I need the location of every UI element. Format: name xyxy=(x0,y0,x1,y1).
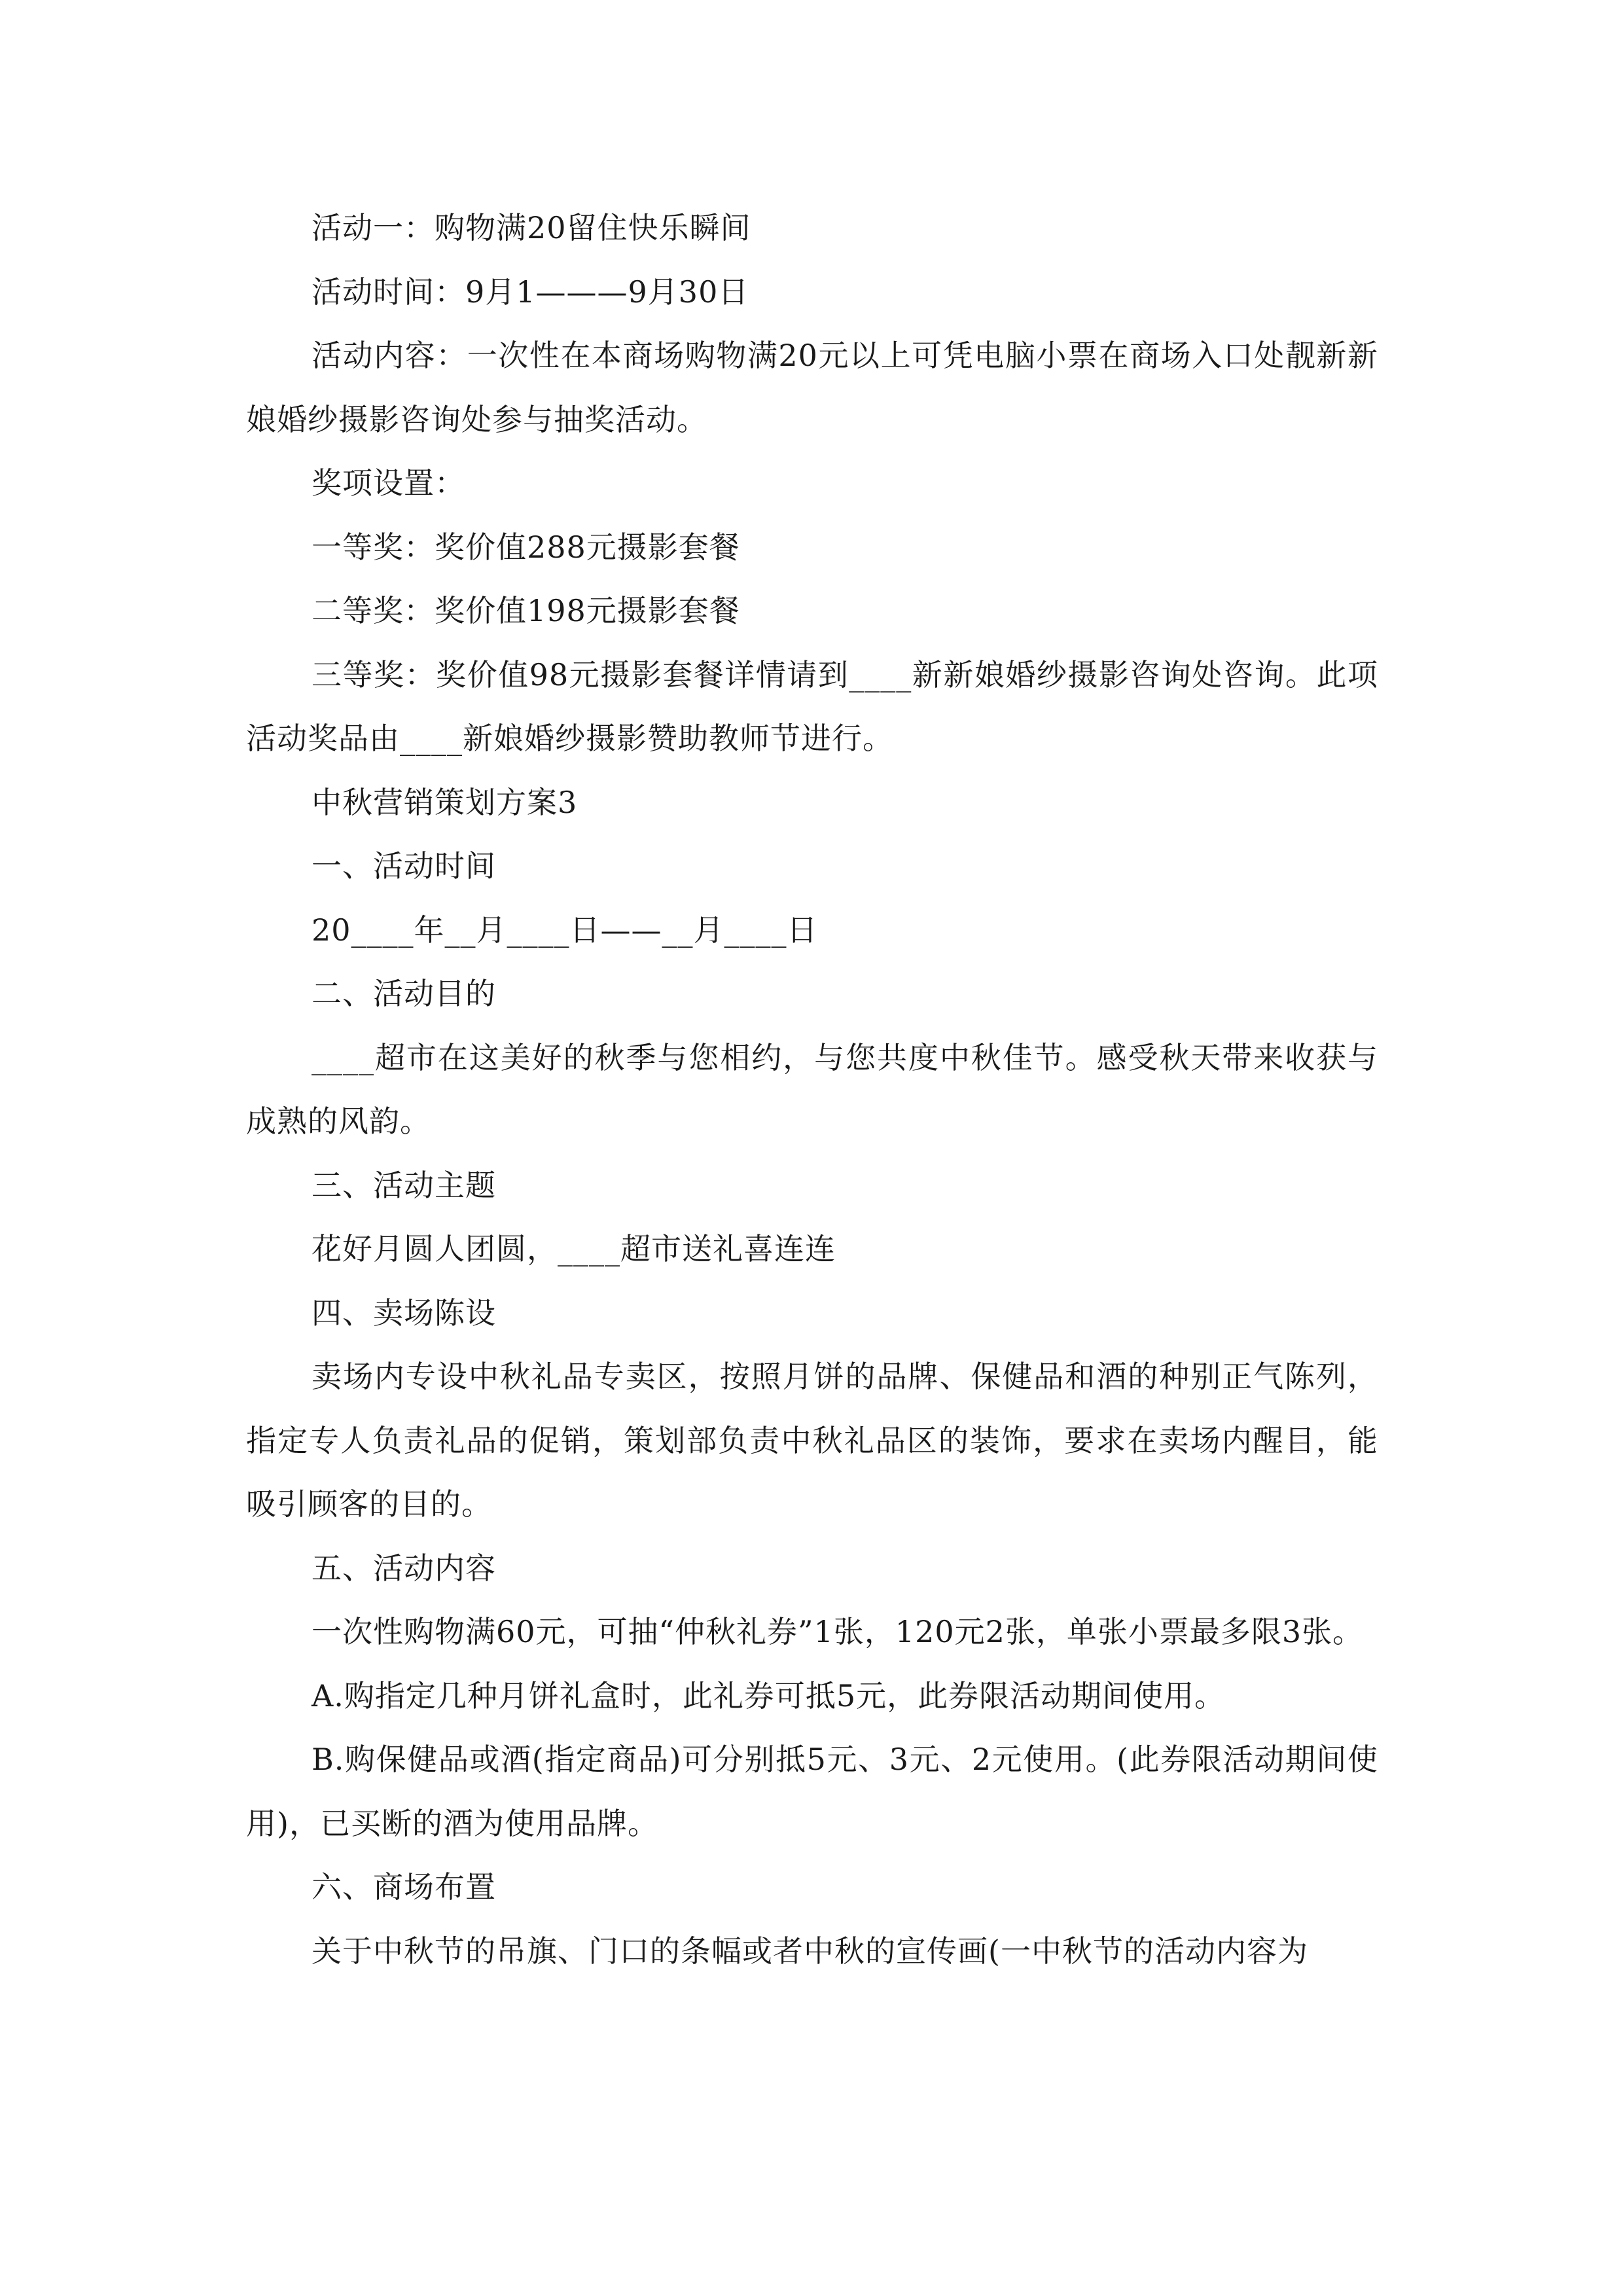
content-item-b: B.购保健品或酒(指定商品)可分别抵5元、3元、2元使用。(此券限活动期间使用)，已买断的酒为使用品牌。 xyxy=(246,1742,1378,1841)
prize-settings-label: 奖项设置： xyxy=(312,465,465,501)
section-heading-layout: 六、商场布置 xyxy=(312,1869,496,1905)
display-text: 卖场内专设中秋礼品专卖区，按照月饼的品牌、保健品和酒的种别正气陈列，指定专人负责礼品的促销，策划部负责中秋礼品区的装饰，要求在卖场内醒目，能吸引顾客的目的。 xyxy=(246,1359,1378,1522)
layout-text: 关于中秋节的吊旗、门口的条幅或者中秋的宣传画(一中秋节的活动内容为 xyxy=(312,1933,1308,1969)
section-heading-content: 五、活动内容 xyxy=(312,1550,496,1586)
content-text: 一次性购物满60元，可抽“仲秋礼券”1张，120元2张，单张小票最多限3张。 xyxy=(312,1614,1364,1649)
content-item-a: A.购指定几种月饼礼盒时，此礼券可抵5元，此券限活动期间使用。 xyxy=(312,1677,1226,1713)
section-heading-theme: 三、活动主题 xyxy=(312,1167,496,1203)
section-heading-time: 一、活动时间 xyxy=(312,848,496,884)
third-prize: 三等奖：奖价值98元摄影套餐详情请到____新新娘婚纱摄影咨询处咨询。此项活动奖品由____新娘婚纱摄影赞助教师节进行。 xyxy=(246,656,1378,756)
activity-one-heading: 活动一：购物满20留住快乐瞬间 xyxy=(312,210,751,245)
document-body xyxy=(246,196,1378,1983)
section-heading-display: 四、卖场陈设 xyxy=(312,1295,496,1331)
section-heading-purpose: 二、活动目的 xyxy=(312,976,496,1011)
activity-content: 活动内容：一次性在本商场购物满20元以上可凭电脑小票在商场入口处靓新新娘婚纱摄影咨询处参与抽奖活动。 xyxy=(246,338,1378,437)
plan-title: 中秋营销策划方案3 xyxy=(312,784,578,820)
purpose-text: ____超市在这美好的秋季与您相约，与您共度中秋佳节。感受秋天带来收获与成熟的风韵。 xyxy=(246,1039,1378,1139)
theme-text: 花好月圆人团圆，____超市送礼喜连连 xyxy=(312,1231,836,1266)
date-range-blanks: 20____年__月____日——__月____日 xyxy=(312,912,818,948)
second-prize: 二等奖：奖价值198元摄影套餐 xyxy=(312,593,740,628)
activity-time: 活动时间：9月1———9月30日 xyxy=(312,274,749,310)
first-prize: 一等奖：奖价值288元摄影套餐 xyxy=(312,529,740,565)
